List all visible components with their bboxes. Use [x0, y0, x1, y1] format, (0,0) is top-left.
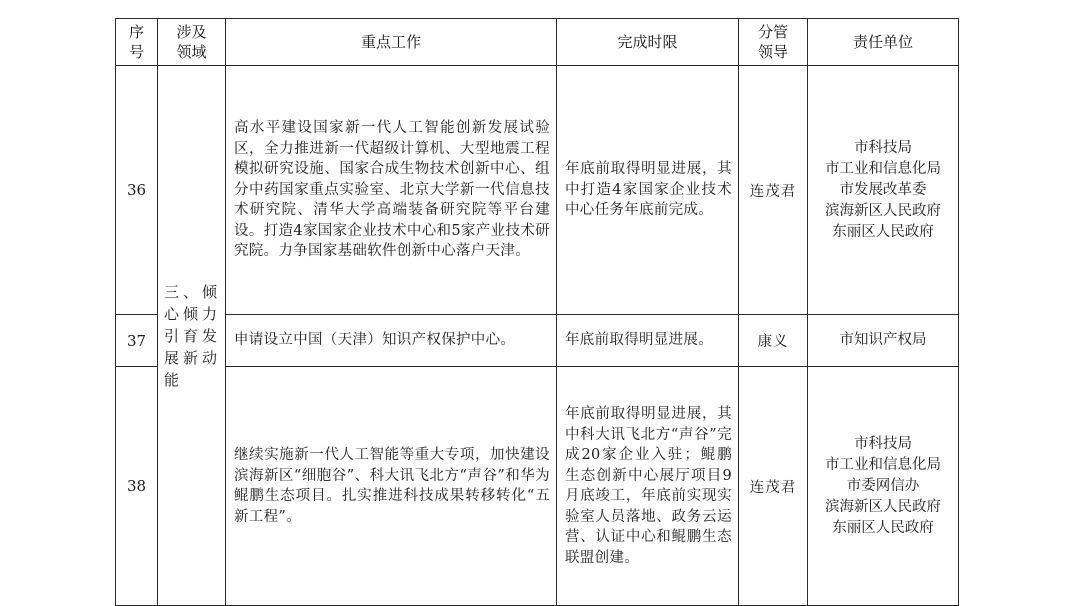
units-cell: [808, 315, 959, 367]
table-row: [116, 367, 959, 606]
table-header-row: [116, 19, 959, 66]
units-cell: [808, 66, 959, 315]
task-cell: 继续实施新一代人工智能等重大专项，加快建设滨海新区“细胞谷”、科大讯飞北方“声谷”和华为鲲鹏生态项目。扎实推进科技成果转移转化“五新工程”。: [226, 367, 557, 606]
header-leader-line-2: 领导: [757, 43, 788, 61]
header-deadline: 完成时限: [557, 19, 739, 66]
header-leader: [739, 19, 808, 66]
row-number: 38: [116, 367, 158, 606]
header-seq: [116, 19, 158, 66]
unit-name: 东丽区人民政府: [832, 519, 934, 536]
header-seq-line-2: 号: [128, 43, 144, 61]
header-task: 重点工作: [226, 19, 557, 66]
row-number: 37: [116, 315, 158, 367]
unit-name: 市委网信办: [846, 477, 920, 494]
unit-name: 市工业和信息化局: [825, 160, 941, 177]
task-cell: 申请设立中国（天津）知识产权保护中心。: [226, 315, 557, 367]
table-row: [116, 66, 959, 315]
deadline-cell: 年底前取得明显进展，其中科大讯飞北方“声谷”完成20家企业入驻；鲲鹏生态创新中心展厅项目9月底竣工，年底前实现实验室人员落地、政务云运营、认证中心和鲲鹏生态联盟创建。: [557, 367, 739, 606]
unit-name: 滨海新区人民政府: [825, 202, 941, 219]
row-number: 36: [116, 66, 158, 315]
header-domain-line-2: 领域: [176, 43, 207, 61]
header-seq-line-1: 序: [128, 23, 144, 41]
unit-name: 东丽区人民政府: [832, 223, 934, 240]
unit-name: 市发展改革委: [839, 181, 927, 198]
unit-name: 市科技局: [854, 435, 912, 452]
leader-cell: 连茂君: [739, 367, 808, 606]
leader-cell: 康义: [739, 315, 808, 367]
deadline-cell: 年底前取得明显进展。: [557, 315, 739, 367]
header-domain: [158, 19, 226, 66]
header-leader-line-1: 分管: [757, 23, 788, 41]
work-plan-table: [115, 18, 959, 606]
leader-cell: 连茂君: [739, 66, 808, 315]
deadline-cell: 年底前取得明显进展，其中打造4家国家企业技术中心任务年底前完成。: [557, 66, 739, 315]
table-row: [116, 315, 959, 367]
header-domain-line-1: 涉及: [176, 23, 207, 41]
units-cell: [808, 367, 959, 606]
unit-name: 市工业和信息化局: [825, 456, 941, 473]
unit-name: 滨海新区人民政府: [825, 498, 941, 515]
unit-name: 市科技局: [854, 139, 912, 156]
unit-name: 市知识产权局: [839, 332, 927, 348]
header-units: 责任单位: [808, 19, 959, 66]
domain-cell: 三、倾心倾力引育发展新动能: [158, 66, 226, 606]
task-cell: 高水平建设国家新一代人工智能创新发展试验区，全力推进新一代超级计算机、大型地震工程模拟研究设施、国家合成生物技术创新中心、组分中药国家重点实验室、北京大学新一代信息技术研究院、清华大学高端装备研究院等平台建设。打造4家国家企业技术中心和5家产业技术研究院。力争国家基础软件创新中心落户天津。: [226, 66, 557, 315]
